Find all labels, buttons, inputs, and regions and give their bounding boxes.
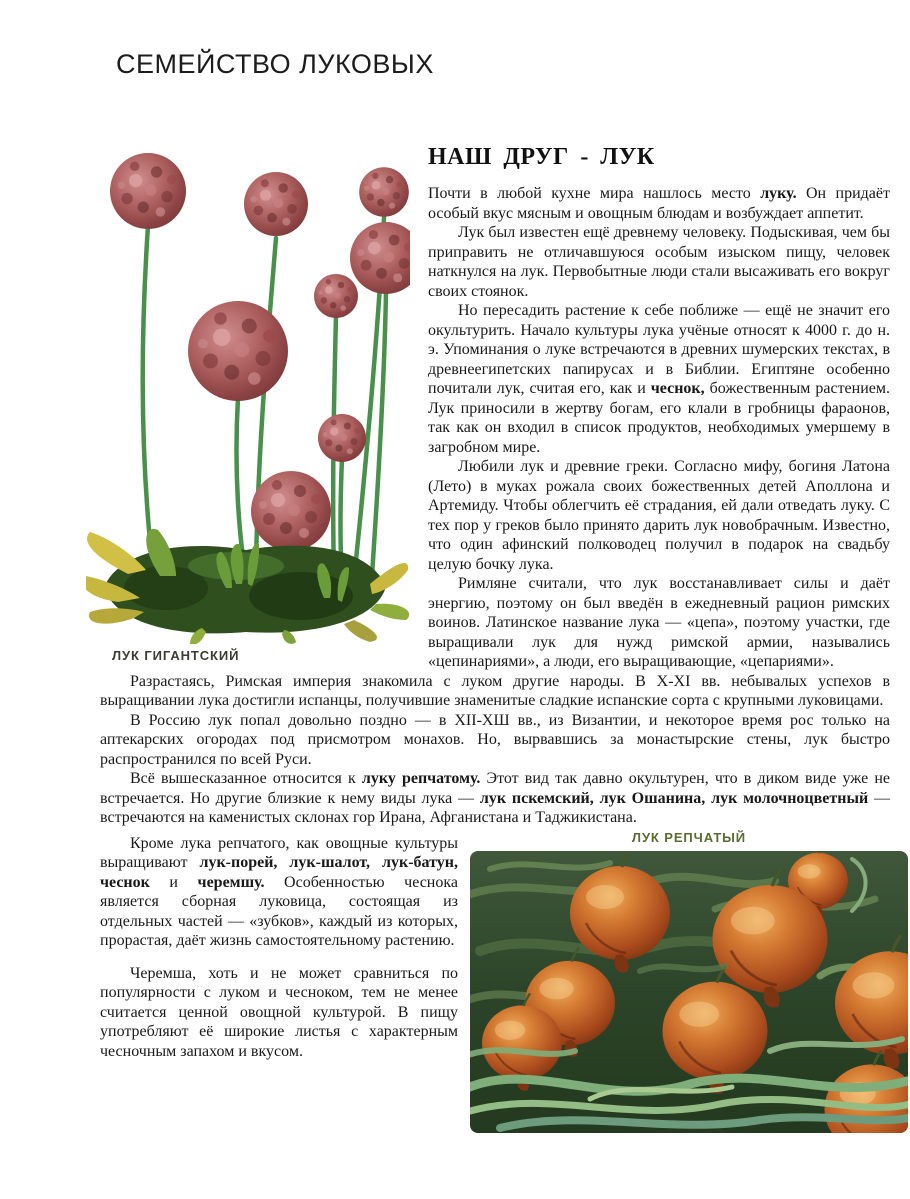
paragraph-intro-2: Лук был известен ещё древнему человеку. Подыскивая, чем бы приправить не отличавшуюся особым изыском пищу, человек наткнулся на лук. Первобытные люди стали высаживать его вокруг своих стоянок. [428,224,890,300]
article-heading: НАШ ДРУГ - ЛУК [428,144,655,170]
page-title: СЕМЕЙСТВО ЛУКОВЫХ [116,49,434,79]
paragraph-intro-6: Разрастаясь, Римская империя знакомила с луком другие народы. В X-XI вв. небывалых успехов в выращивании лука достигли испанцы, получившие знаменитые сладкие испанские сорта с крупными луковицами. [100,672,890,709]
flower-base [86,529,409,644]
paragraph-intro-4: Любили лук и древние греки. Согласно мифу, богиня Латона (Лето) в муках рожала своих божественных детей Аполлона и Артемиду. Чтобы облегчить её страдания, ей дали отведать луку. С тех пор у греков было принято дарить лук новобрачным. Известно, что один афинский полководец получил в подарок на свадьбу целую бочку лука. [428,458,890,573]
paragraph-russia: В Россию лук попал довольно поздно — в XII-ХШ вв., из Византии, и некоторое время рос только на аптекарских огородах под присмотром монахов. Но, вырвавшись за монастырские стены, лук быстро распространился по всей Руси. [100,711,890,768]
giant-onion-illustration [86,146,410,644]
figure-giant-onion [86,146,410,663]
figure-bulb-onion [470,830,908,1133]
article [100,144,890,1061]
onion-pile-illustration [470,851,908,1133]
paragraph-intro-1: Почти в любой кухне мира нашлось место луку. Он придаёт особый вкус мясным и овощным блюдам и возбуждает аппетит. [428,185,891,222]
paragraph-intro-5: Римляне считали, что лук восстанавливает силы и даёт энергию, поэтому он был введён в ежедневный рацион римских воинов. Латинское название лука — «цепа», поэтому участки, где выращивали лук для нужд римской армии, назывались «цепинариями», а люди, его выращивающие, «цепариями». [428,575,890,670]
figure-caption-bulb-onion: ЛУК РЕПЧАТЫЙ [631,829,747,845]
paragraph-species: Всё вышесказанное относится к луку репчатому. Этот вид так давно окультурен, что в диком виде уже не встречается. Но другие близкие к нему виды лука — лук пскемский, лук Ошанина, лук молочноцветный — встречаются на каменистых склонах гор Ирана, Афганистана и Таджикистана. [100,770,891,826]
figure-caption-giant-onion: ЛУК ГИГАНТСКИЙ [112,648,240,663]
bottom-section [100,829,890,1062]
paragraph-cheremsha: Черемша, хоть и не может сравниться по популярности с луком и чесноком, тем не менее считается ценной овощной культурой. В пищу употребляют её широкие листья с характерным чесночным запахом и вкусом. [100,964,458,1060]
paragraph-cultures: Кроме лука репчатого, как овощные культуры выращивают лук-порей, лук-шалот, лук-батун, чеснок и черемшу. Особенностью чеснока является сборная луковица, состоящая из отдельных частей — «зубков», каждый из которых, прорастая, даёт жизнь самостоятельному растению. [100,834,458,949]
paragraph-intro-3: Но пересадить растение к себе поближе — ещё не значит его окультурить. Начало культуры лука учёные относят к 4000 г. до н. э. Упоминания о луке встречаются в древних шумерских текстах, в древнеегипетских папирусах и в Библии. Египтяне особенно почитали лук, считая его, как и чеснок, божественным растением. Лук приносили в жертву богам, его клали в гробницы фараонов, так как он входил в список продуктов, необходимых умершему в загробном мире. [428,302,891,456]
